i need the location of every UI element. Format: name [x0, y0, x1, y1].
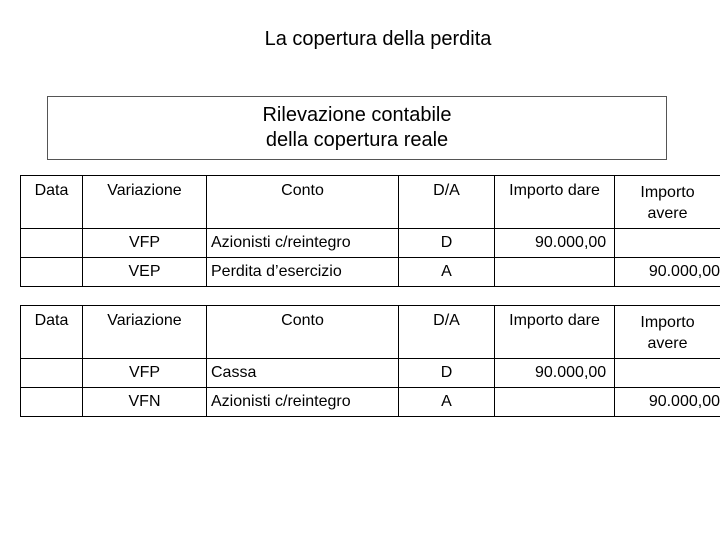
header-da: D/A	[399, 306, 495, 359]
cell-variazione: VFP	[83, 359, 207, 388]
header-importo-avere-line2: avere	[647, 205, 688, 222]
header-conto: Conto	[207, 306, 399, 359]
journal-table-1	[20, 175, 720, 287]
header-importo-avere-line1: Importo	[640, 314, 695, 331]
cell-importo-dare	[495, 359, 615, 388]
cell-importo-avere	[615, 359, 720, 388]
header-importo-avere	[615, 306, 720, 359]
cell-conto: Perdita d’esercizio	[207, 258, 399, 287]
cell-da: A	[399, 388, 495, 417]
importo-avere-value: 90.000,00	[648, 393, 720, 410]
subtitle-line1: Rilevazione contabile	[262, 104, 452, 126]
header-da: D/A	[399, 176, 495, 229]
cell-importo-avere	[615, 258, 720, 287]
header-variazione: Variazione	[83, 176, 207, 229]
table-row	[21, 258, 720, 287]
header-importo-avere	[615, 176, 720, 229]
cell-conto: Azionisti c/reintegro	[207, 229, 399, 258]
importo-avere-value: 90.000,00	[648, 263, 720, 280]
subtitle-line2: della copertura reale	[265, 129, 449, 151]
header-importo-avere-line2: avere	[647, 335, 688, 352]
cell-variazione: VFN	[83, 388, 207, 417]
cell-da: D	[399, 359, 495, 388]
journal-table-2	[20, 305, 720, 417]
header-importo-dare: Importo dare	[495, 176, 615, 229]
cell-variazione: VEP	[83, 258, 207, 287]
header-conto: Conto	[207, 176, 399, 229]
header-data: Data	[21, 176, 83, 229]
table-row	[21, 359, 720, 388]
cell-variazione: VFP	[83, 229, 207, 258]
table-header-row	[21, 306, 720, 359]
cell-data	[21, 359, 83, 388]
table-row	[21, 388, 720, 417]
cell-data	[21, 388, 83, 417]
header-importo-avere-line1: Importo	[640, 184, 695, 201]
table-header-row	[21, 176, 720, 229]
cell-importo-dare	[495, 229, 615, 258]
table-row	[21, 229, 720, 258]
cell-importo-dare	[495, 258, 615, 287]
importo-dare-value: 90.000,00	[535, 364, 607, 381]
cell-importo-avere	[615, 229, 720, 258]
header-data: Data	[21, 306, 83, 359]
subtitle-box	[47, 96, 667, 160]
cell-data	[21, 229, 83, 258]
cell-importo-dare	[495, 388, 615, 417]
header-importo-dare: Importo dare	[495, 306, 615, 359]
cell-conto: Cassa	[207, 359, 399, 388]
cell-data	[21, 258, 83, 287]
cell-importo-avere	[615, 388, 720, 417]
cell-da: A	[399, 258, 495, 287]
importo-dare-value: 90.000,00	[535, 234, 607, 251]
page-title: La copertura della perdita	[264, 28, 492, 50]
header-variazione: Variazione	[83, 306, 207, 359]
cell-da: D	[399, 229, 495, 258]
cell-conto: Azionisti c/reintegro	[207, 388, 399, 417]
